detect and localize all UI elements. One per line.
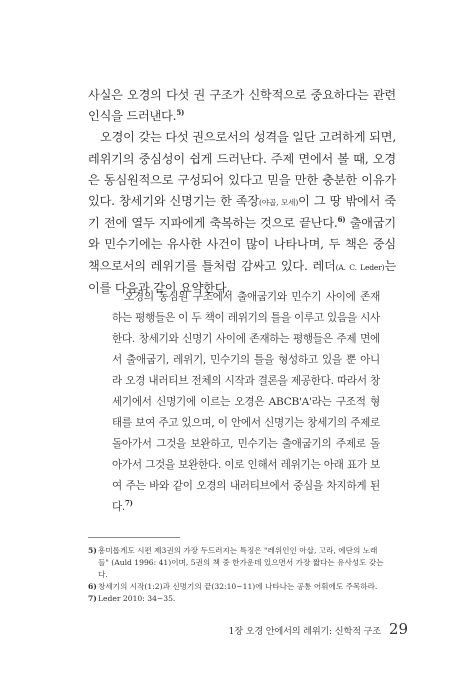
- running-footer: [222, 620, 408, 638]
- paragraph-1-text: 사실은 오경의 다섯 권 구조가 신학적으로 중요하다는 관련 인식을 드러낸다.: [88, 88, 396, 124]
- paragraph-2-gloss-leder: (A. C. Leder): [335, 262, 385, 272]
- block-quote-paragraph: [112, 287, 380, 518]
- main-text: [88, 85, 396, 299]
- paragraph-2: [88, 127, 396, 299]
- footnote-number: 5): [88, 546, 97, 555]
- paragraph-2-text-c: 출애굽기와 민수기에는 유사한 사건이 많이 나타나며, 두 책은 중심 책으로서의 레위기를 틀처럼 감싸고 있다. 레더: [88, 216, 397, 273]
- footnotes: [88, 545, 388, 605]
- footnote-number: 7): [88, 594, 97, 603]
- paragraph-1: [88, 85, 396, 127]
- footnote-marker-5: 5): [176, 108, 185, 118]
- footnote-text: Leder 2010: 34~35.: [98, 594, 176, 603]
- block-quote-text: 오경의 동심원 구조에서 출애굽기와 민수기 사이에 존재하는 평행들은 이 두 책이 레위기의 틀을 이루고 있음을 시사한다. 창세기와 신명기 사이에 존재하는 평행들은 주제 면에서 출애굽기, 레위기, 민수기의 틀을 형성하고 있을 뿐 아니라 오경 내러티브 전체의 시작과 결론을 제공한다. 따라서 창세기에서 신명기에 이르는 오경은 ABCB'A'라는 구조적 형태를 보여 주고 있으며, 이 안에서 신명기는 창세기의 주제로 돌아가서 그것을 보완하고, 민수기는 출애굽기의 주제로 돌아가서 그것을 보완한다. 이로 인해서 레위기는 아래 표가 보여 주는 바와 같이 오경의 내러티브에서 중심을 차지하게 된다.: [112, 291, 380, 513]
- footnote-5: [88, 545, 388, 581]
- footnote-text: 창세기의 시작(1:2)과 신명기의 끝(32:10~11)에 나타나는 공통 어휘에도 주목하라.: [98, 582, 378, 591]
- paragraph-2-text-d: 는 이를 다음과 같이 요약한다.: [88, 258, 397, 295]
- footnote-number: 6): [88, 582, 97, 591]
- footnote-6: [88, 581, 388, 593]
- footnote-text: 흥미롭게도 시편 제3권의 가장 두드러지는 특징은 "레위인인 아삽, 고라, 에단의 노래들" (Auld 1996: 41)이며, 5권의 책 중 한가운데 있으면서 가장 짧다는 유사성도 갖는다.: [98, 546, 384, 579]
- chapter-title: 1장 오경 안에서의 레위기: 신학적 구조: [228, 626, 381, 637]
- footnote-marker-7: 7): [125, 498, 133, 508]
- block-quote: [112, 287, 380, 518]
- footnote-divider: [88, 537, 180, 538]
- page-number: 29: [388, 620, 408, 638]
- footnote-marker-6: 6): [337, 215, 346, 225]
- paragraph-2-gloss-names: (야곱, 모세): [259, 198, 299, 208]
- paragraph-2-text-a: 오경이 갖는 다섯 권으로서의 성격을 일단 고려하게 되면, 레위기의 중심성이 쉽게 드러난다. 주제 면에서 볼 때, 오경은 동심원적으로 구성되어 있다고 믿을 만한 충분한 이유가 있다. 창세기와 신명기는 한 족장: [88, 130, 396, 209]
- paragraph-2-text-b: 이 그 땅 밖에서 죽기 전에 열두 지파에게 축복하는 것으로 끝난다.: [88, 194, 396, 231]
- footnote-7: [88, 593, 388, 605]
